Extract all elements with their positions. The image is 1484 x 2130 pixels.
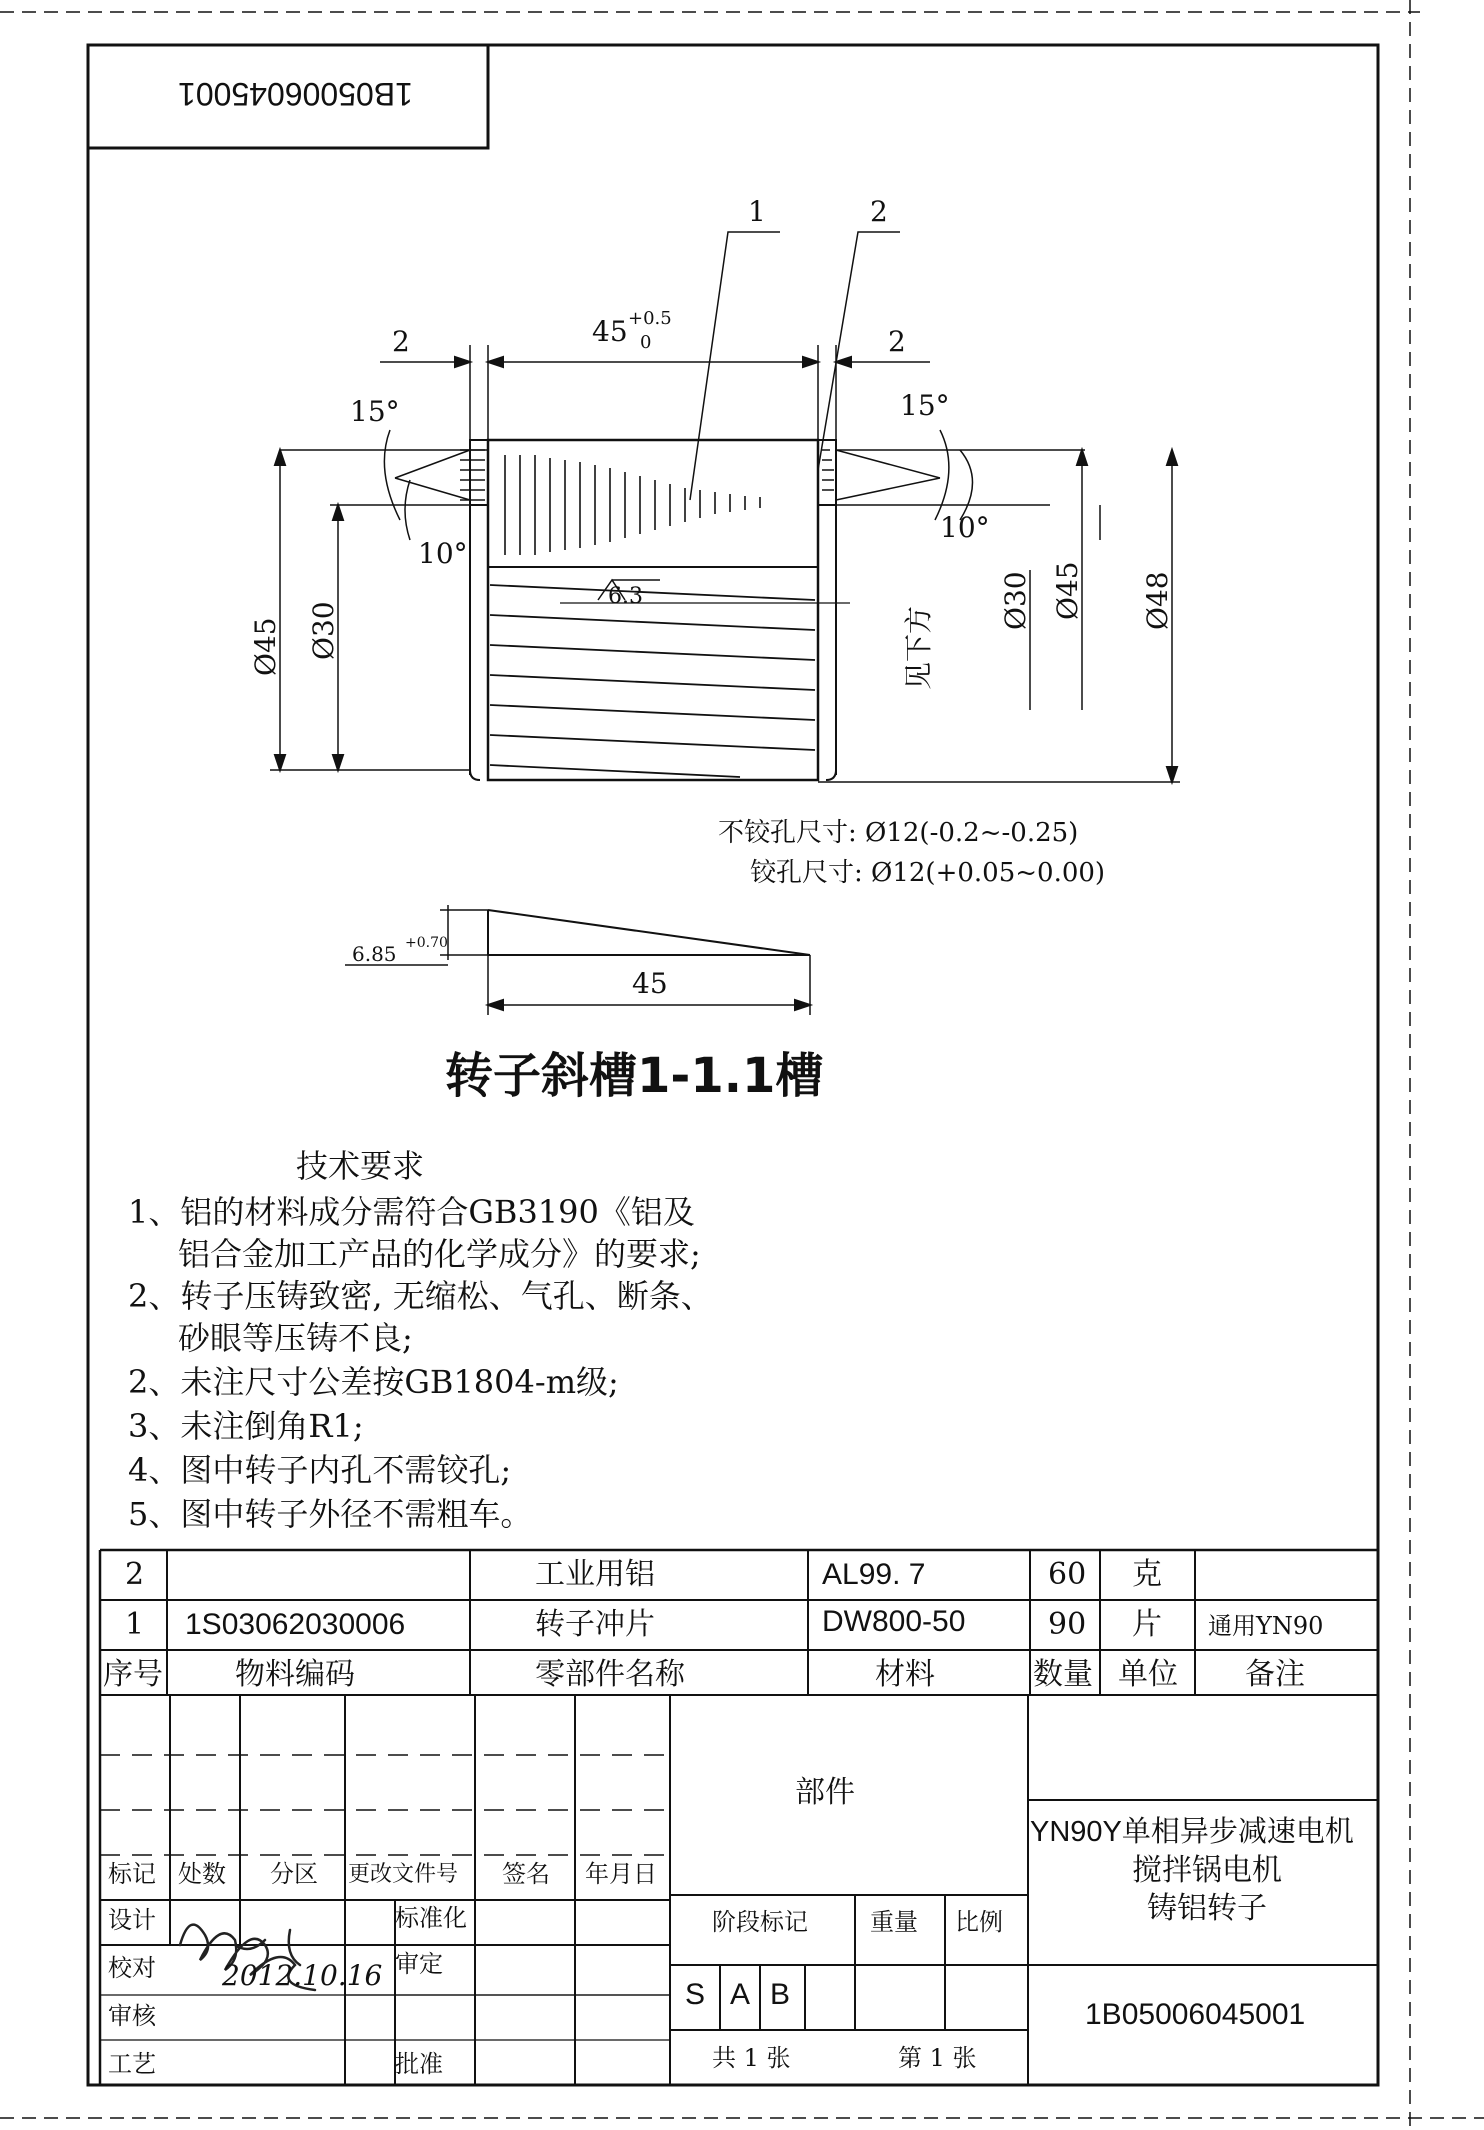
role-approve: 批准	[395, 2050, 443, 2078]
leader-2-label: 2	[870, 195, 888, 228]
requirement-line: 5、图中转子外径不需粗车。	[128, 1495, 533, 1533]
drawing-number-reversed: 1B05006045001	[178, 76, 413, 112]
rev-header-date: 年月日	[585, 1860, 657, 1888]
role-approve-review: 审定	[395, 1950, 443, 1978]
scale-label: 比例	[955, 1908, 1003, 1936]
bom-header-note: 备注	[1245, 1657, 1305, 1692]
product-line-3: 铸铝转子	[1147, 1891, 1267, 1926]
signature-date: 2012.10.16	[222, 1959, 383, 1992]
dim-right-d48: Ø48	[1141, 571, 1174, 630]
bom-header-material: 材料	[875, 1657, 935, 1692]
dim-length-45-upper: +0.5	[628, 308, 672, 329]
bom-row-2-seq: 2	[125, 1557, 145, 1592]
requirement-line: 2、转子压铸致密, 无缩松、气孔、断条、	[128, 1277, 713, 1315]
requirement-line: 铝合金加工产品的化学成分》的要求;	[178, 1235, 701, 1273]
role-process: 工艺	[108, 2050, 156, 2078]
requirements-heading: 技术要求	[296, 1147, 425, 1185]
bom-header-seq: 序号	[103, 1657, 163, 1692]
bom-row-1-note: 通用YN90	[1208, 1612, 1324, 1640]
bom-header-code: 物料编码	[235, 1657, 355, 1692]
bom-row-2-material: AL99. 7	[822, 1558, 926, 1591]
rev-header-count: 处数	[178, 1860, 226, 1888]
bom-header-name: 零部件名称	[535, 1657, 685, 1692]
stage-s: S	[685, 1978, 706, 2011]
dim-right-see-below: 见下方	[902, 605, 935, 690]
bore-reamed-note: 铰孔尺寸: Ø12(+0.05~0.00)	[750, 858, 1106, 888]
leader-1-label: 1	[748, 195, 766, 228]
requirement-line: 砂眼等压铸不良;	[178, 1319, 413, 1357]
skew-height: 6.85	[352, 942, 397, 966]
bom-row-1-name: 转子冲片	[535, 1607, 655, 1642]
roughness-label: 6.3	[608, 584, 643, 609]
rev-header-mark: 标记	[108, 1860, 156, 1888]
part-label: 部件	[795, 1775, 855, 1810]
requirement-line: 2、未注尺寸公差按GB1804-m级;	[128, 1363, 619, 1401]
rev-header-zone: 分区	[270, 1860, 318, 1888]
total-sheets: 共 1 张	[712, 2044, 791, 2072]
rev-header-doc: 更改文件号	[348, 1862, 459, 1887]
bom-row-1-unit: 片	[1132, 1607, 1162, 1642]
weight-label: 重量	[870, 1908, 918, 1936]
drawing-title: 转子斜槽1-1.1槽	[445, 1048, 824, 1104]
stage-mark-label: 阶段标记	[712, 1908, 808, 1936]
drawing-number: 1B05006045001	[1085, 1998, 1306, 2031]
bom-header-qty: 数量	[1033, 1657, 1093, 1692]
role-review: 审核	[108, 2002, 156, 2030]
bom-row-2-qty: 60	[1048, 1557, 1087, 1592]
bom-row-1-qty: 90	[1048, 1607, 1087, 1642]
angle-right-10: 10°	[940, 511, 990, 544]
dim-length-45: 45	[592, 315, 628, 348]
stage-b: B	[770, 1978, 791, 2011]
requirement-line: 3、未注倒角R1;	[128, 1407, 364, 1445]
role-check: 校对	[108, 1954, 156, 1982]
role-design: 设计	[108, 1906, 156, 1934]
rev-header-sign: 签名	[502, 1860, 550, 1888]
angle-right-15: 15°	[900, 389, 950, 422]
bom-row-2-unit: 克	[1132, 1557, 1162, 1592]
role-standardize: 标准化	[395, 1904, 467, 1932]
stage-a: A	[730, 1978, 751, 2011]
angle-left-15: 15°	[350, 395, 400, 428]
dim-right-2: 2	[888, 325, 906, 358]
bore-unreamed-note: 不铰孔尺寸: Ø12(-0.2~-0.25)	[718, 818, 1079, 848]
dim-right-d30: Ø30	[999, 571, 1032, 630]
dim-right-d45: Ø45	[1051, 561, 1084, 620]
bom-header-unit: 单位	[1118, 1657, 1178, 1692]
dim-left-d45: Ø45	[249, 617, 282, 676]
product-line-2: 搅拌锅电机	[1132, 1853, 1282, 1888]
dim-left-2: 2	[392, 325, 410, 358]
product-line-1: YN90Y单相异步减速电机	[1030, 1816, 1354, 1848]
skew-height-tol: +0.70	[405, 935, 448, 951]
bom-row-1-material: DW800-50	[822, 1605, 966, 1638]
dim-left-d30: Ø30	[307, 601, 340, 660]
angle-left-10: 10°	[418, 537, 468, 570]
requirement-line: 1、铝的材料成分需符合GB3190《铝及	[128, 1193, 695, 1231]
bom-row-2-name: 工业用铝	[535, 1557, 655, 1592]
skew-length: 45	[632, 967, 668, 1000]
bom-row-1-seq: 1	[125, 1607, 145, 1642]
bom-row-1-code: 1S03062030006	[185, 1608, 406, 1641]
sheet-number: 第 1 张	[898, 2044, 977, 2072]
requirement-line: 4、图中转子内孔不需铰孔;	[128, 1451, 512, 1489]
dim-length-45-lower: 0	[640, 332, 652, 353]
